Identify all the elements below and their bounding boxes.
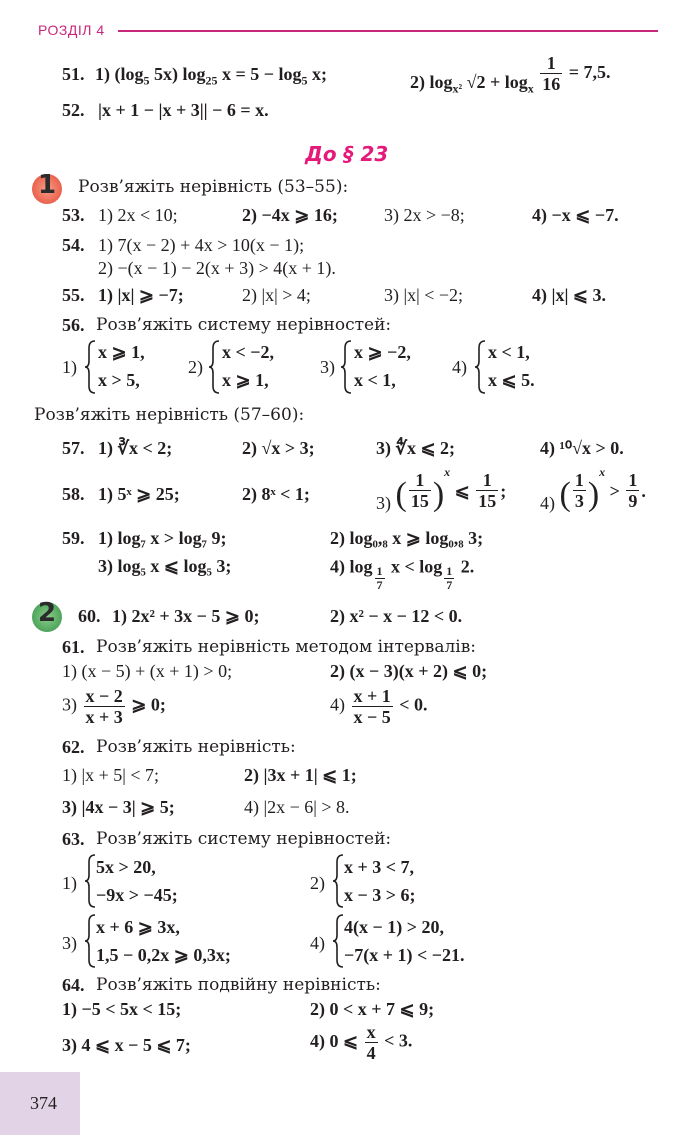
problem-55-number: 55.: [62, 285, 85, 305]
problem-56-4-a: x < 1,: [488, 342, 530, 362]
problem-62-item-4: 4) |2x − 6| > 8.: [244, 797, 350, 817]
problem-57-number: 57.: [62, 438, 85, 458]
problem-63-number: 63.: [62, 829, 85, 849]
problem-55-item-2: 2) |x| > 4;: [242, 285, 311, 305]
problem-61-item-3: 3) $\frac{x - 2}{x + 3}$ ⩾ 0;: [62, 686, 166, 727]
brace-icon: [84, 854, 96, 908]
problem-56-2-b: x ⩾ 1,: [222, 370, 269, 390]
problem-53-item-4: 4) −x ⩽ −7.: [532, 205, 619, 225]
problem-58-item-4: 4) ( $\frac{1}{3}$ )$^x$ > $\frac{1}{9}$ .: [540, 464, 646, 513]
problem-64-text: Розв’яжіть подвійну нерівність:: [96, 975, 381, 995]
problem-56-3-b: x < 1,: [354, 370, 396, 390]
problem-52-number: 52.: [62, 100, 85, 120]
problem-56-2-a: x < −2,: [222, 342, 275, 362]
brace-icon: [84, 914, 96, 968]
intro-53-55: Розв’яжіть нерівність (53–55):: [78, 177, 349, 197]
problem-56-label-4: 4): [452, 357, 467, 377]
problem-56-label-3: 3): [320, 357, 335, 377]
problem-54-item-2: 2) −(x − 1) − 2(x + 3) > 4(x + 1).: [98, 258, 336, 278]
problem-60-item-2: 2) x² − x − 12 < 0.: [330, 606, 463, 626]
problem-58-number: 58.: [62, 484, 85, 504]
brace-icon: [340, 340, 352, 394]
problem-58-item-3: 3) ( $\frac{1}{15}$ )$^x$ ⩽ $\frac{1}{15}$ ;: [376, 464, 507, 513]
problem-53-number: 53.: [62, 205, 85, 225]
problem-62-item-2: 2) |3x + 1| ⩽ 1;: [244, 765, 357, 785]
header-rule: [118, 30, 658, 32]
problem-57-item-1: 1) ∛x < 2;: [98, 438, 173, 458]
intro-57-60: Розв’яжіть нерівність (57–60):: [34, 405, 305, 425]
problem-64-item-4: 4) 0 ⩽ $\frac{x}{4}$ < 3.: [310, 1022, 413, 1063]
problem-51-number: 51.: [62, 64, 85, 84]
problem-62-text: Розв’яжіть нерівність:: [96, 737, 296, 757]
brace-icon: [474, 340, 486, 394]
problem-59-item-4: 4) log $\frac{1}{7}$ x < log $\frac{1}{7}$ 2.: [330, 556, 475, 592]
problem-63-4-a: 4(x − 1) > 20,: [344, 917, 445, 937]
problem-52: |x + 1 − |x + 3|| − 6 = x.: [98, 100, 269, 120]
problem-58-item-2: 2) 8ˣ < 1;: [242, 484, 310, 504]
problem-56-1-a: x ⩾ 1,: [98, 342, 145, 362]
problem-59-item-3: 3) log₅ x ⩽ log₅ 3;: [98, 556, 232, 576]
problem-54-number: 54.: [62, 235, 85, 255]
problem-61-number: 61.: [62, 637, 85, 657]
brace-icon: [332, 854, 344, 908]
problem-60-number: 60.: [78, 606, 101, 626]
problem-61-item-4: 4) $\frac{x + 1}{x - 5}$ < 0.: [330, 686, 428, 727]
brace-icon: [332, 914, 344, 968]
level-2-badge-number: 2: [38, 598, 57, 628]
problem-63-label-3: 3): [62, 933, 77, 953]
problem-53-item-1: 1) 2x < 10;: [98, 205, 178, 225]
problem-63-2-a: x + 3 < 7,: [344, 857, 415, 877]
problem-53-item-3: 3) 2x > −8;: [384, 205, 465, 225]
problem-56-text: Розв’яжіть систему нерівностей:: [96, 315, 392, 335]
problem-56-4-b: x ⩽ 5.: [488, 370, 535, 390]
problem-55-item-1: 1) |x| ⩾ −7;: [98, 285, 184, 305]
problem-55-item-3: 3) |x| < −2;: [384, 285, 464, 305]
problem-63-label-2: 2): [310, 873, 325, 893]
problem-57-item-2: 2) √x > 3;: [242, 438, 315, 458]
problem-63-1-a: 5x > 20,: [96, 857, 156, 877]
problem-63-label-4: 4): [310, 933, 325, 953]
section-title: До § 23: [305, 142, 389, 166]
problem-56-number: 56.: [62, 315, 85, 335]
problem-63-4-b: −7(x + 1) < −21.: [344, 945, 465, 965]
problem-63-1-b: −9x > −45;: [96, 885, 178, 905]
problem-61-text: Розв’яжіть нерівність методом інтервалів:: [96, 637, 477, 657]
problem-56-3-a: x ⩾ −2,: [354, 342, 411, 362]
problem-57-item-4: 4) ¹⁰√x > 0.: [540, 438, 624, 458]
problem-61-item-1: 1) (x − 5) + (x + 1) > 0;: [62, 661, 233, 681]
problem-64-item-3: 3) 4 ⩽ x − 5 ⩽ 7;: [62, 1035, 191, 1055]
problem-63-text: Розв’яжіть систему нерівностей:: [96, 829, 392, 849]
problem-59-number: 59.: [62, 528, 85, 548]
problem-61-item-2: 2) (x − 3)(x + 2) ⩽ 0;: [330, 661, 488, 681]
problem-64-item-1: 1) −5 < 5x < 15;: [62, 999, 182, 1019]
brace-icon: [84, 340, 96, 394]
problem-55-item-4: 4) |x| ⩽ 3.: [532, 285, 607, 305]
problem-59-item-1: 1) log₇ x > log₇ 9;: [98, 528, 227, 548]
page-number: 374: [30, 1093, 57, 1113]
problem-53-item-2: 2) −4x ⩾ 16;: [242, 205, 338, 225]
problem-64-item-2: 2) 0 < x + 7 ⩽ 9;: [310, 999, 435, 1019]
problem-51-part1: 1) ($\log_5$ 5x) $\log_{25} x = 5 - \log_5 x$;: [95, 64, 328, 88]
problem-62-item-3: 3) |4x − 3| ⩾ 5;: [62, 797, 175, 817]
problem-60-item-1: 1) 2x² + 3x − 5 ⩾ 0;: [112, 606, 260, 626]
problem-63-label-1: 1): [62, 873, 77, 893]
problem-59-item-2: 2) log₀,₈ x ⩾ log₀,₈ 3;: [330, 528, 484, 548]
problem-64-number: 64.: [62, 975, 85, 995]
problem-56-1-b: x > 5,: [98, 370, 140, 390]
problem-63-3-b: 1,5 − 0,2x ⩾ 0,3x;: [96, 945, 231, 965]
problem-57-item-3: 3) ∜x ⩽ 2;: [376, 438, 456, 458]
problem-63-2-b: x − 3 > 6;: [344, 885, 416, 905]
problem-56-label-1: 1): [62, 357, 77, 377]
brace-icon: [208, 340, 220, 394]
problem-51-part2: 2) $\log_{x^2} √2 + \log_x$ $\frac{1}{16}$ = 7,5.: [410, 53, 611, 96]
problem-62-number: 62.: [62, 737, 85, 757]
problem-54-item-1: 1) 7(x − 2) + 4x > 10(x − 1);: [98, 235, 305, 255]
problem-62-item-1: 1) |x + 5| < 7;: [62, 765, 160, 785]
problem-58-item-1: 1) 5ˣ ⩾ 25;: [98, 484, 180, 504]
level-1-badge-number: 1: [38, 170, 57, 200]
problem-63-3-a: x + 6 ⩾ 3x,: [96, 917, 180, 937]
problem-56-label-2: 2): [188, 357, 203, 377]
section-label: РОЗДІЛ 4: [38, 22, 105, 38]
